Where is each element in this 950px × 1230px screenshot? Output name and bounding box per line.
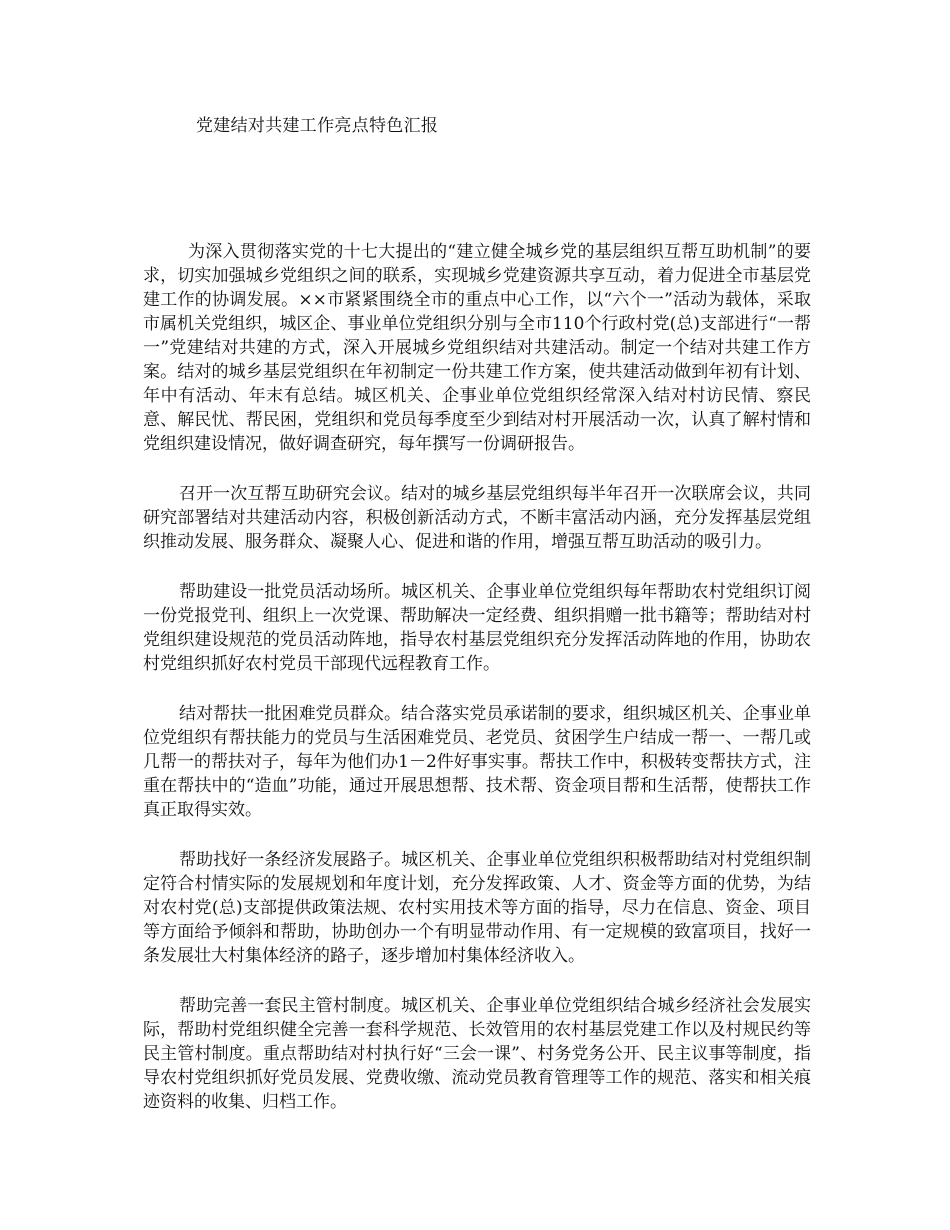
body-paragraph-3: 帮助建设一批党员活动场所。城区机关、企事业单位党组织每年帮助农村党组织订阅一份党报党刊、组织上一次党课、帮助解决一定经费、组织捐赠一批书籍等；帮助结对村党组织建设规范的党员活动阵地，指导农村基层党组织充分发挥活动阵地的作用，协助农村党组织抓好农村党员干部现代远程教育工作。 [143, 582, 811, 674]
body-paragraph-2: 召开一次互帮互助研究会议。结对的城乡基层党组织每半年召开一次联席会议，共同研究部署结对共建活动内容，积极创新活动方式，不断丰富活动内涵，充分发挥基层党组织推动发展、服务群众、凝聚人心、促进和谐的作用，增强互帮互助活动的吸引力。 [143, 484, 811, 552]
body-paragraph-4: 结对帮扶一批困难党员群众。结合落实党员承诺制的要求，组织城区机关、企事业单位党组织有帮扶能力的党员与生活困难党员、老党员、贫困学生户结成一帮一、一帮几或几帮一的帮扶对子，每年为他们办1－2件好事实事。帮扶工作中，积极转变帮扶方式，注重在帮扶中的“造血”功能，通过开展思想帮、技术帮、资金项目帮和生活帮，使帮扶工作真正取得实效。 [143, 704, 811, 820]
document-title: 党建结对共建工作亮点特色汇报 [196, 116, 439, 136]
body-paragraph-5: 帮助找好一条经济发展路子。城区机关、企事业单位党组织积极帮助结对村党组织制定符合村情实际的发展规划和年度计划，充分发挥政策、人才、资金等方面的优势，为结对农村党(总)支部提供政策法规、农村实用技术等方面的指导，尽力在信息、资金、项目等方面给予倾斜和帮助，协助创办一个有明显带动作用、有一定规模的致富项目，找好一条发展壮大村集体经济的路子，逐步增加村集体经济收入。 [143, 850, 811, 966]
body-paragraph-6: 帮助完善一套民主管村制度。城区机关、企事业单位党组织结合城乡经济社会发展实际，帮助村党组织健全完善一套科学规范、长效管用的农村基层党建工作以及村规民约等民主管村制度。重点帮助结对村执行好“三会一课”、村务党务公开、民主议事等制度，指导农村党组织抓好党员发展、党费收缴、流动党员教育管理等工作的规范、落实和相关痕迹资料的收集、归档工作。 [143, 996, 811, 1112]
body-paragraph-1: 为深入贯彻落实党的十七大提出的“建立健全城乡党的基层组织互帮互助机制”的要求，切实加强城乡党组织之间的联系，实现城乡党建资源共享互动，着力促进全市基层党建工作的协调发展。××市紧紧围绕全市的重点中心工作，以“六个一”活动为载体，采取市属机关党组织，城区企、事业单位党组织分别与全市110个行政村党(总)支部进行“一帮一”党建结对共建的方式，深入开展城乡党组织结对共建活动。制定一个结对共建工作方案。结对的城乡基层党组织在年初制定一份共建工作方案，使共建活动做到年初有计划、年中有活动、年末有总结。城区机关、企事业单位党组织经常深入结对村访民情、察民意、解民忧、帮民困，党组织和党员每季度至少到结对村开展活动一次，认真了解村情和党组织建设情况，做好调查研究，每年撰写一份调研报告。 [143, 242, 811, 454]
document-body [143, 240, 811, 1140]
